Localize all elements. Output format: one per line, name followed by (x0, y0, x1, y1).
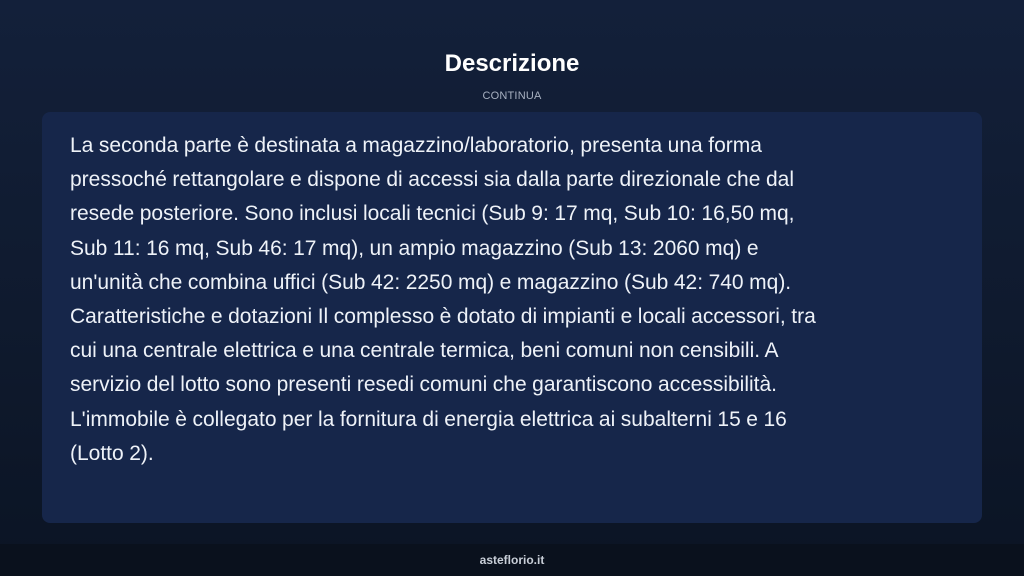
description-line: cui una centrale elettrica e una centrale termica, beni comuni non censibili. A (70, 339, 779, 363)
description-line: servizio del lotto sono presenti resedi comuni che garantiscono accessibilità. (70, 373, 778, 397)
description-line: Caratteristiche e dotazioni Il complesso è dotato di impianti e locali accessori, tra (70, 305, 816, 329)
description-text (70, 129, 954, 471)
page-title: Descrizione (444, 50, 580, 77)
description-line: (Lotto 2). (70, 441, 154, 465)
description-line: un'unità che combina uffici (Sub 42: 2250 mq) e magazzino (Sub 42: 740 mq). (70, 270, 792, 294)
description-line: L'immobile è collegato per la fornitura di energia elettrica ai subalterni 15 e 16 (70, 407, 787, 431)
description-line: pressoché rettangolare e dispone di accessi sia dalla parte direzionale che dal (70, 168, 794, 192)
description-line: resede posteriore. Sono inclusi locali tecnici (Sub 9: 17 mq, Sub 10: 16,50 mq, (70, 202, 795, 226)
description-line: Sub 11: 16 mq, Sub 46: 17 mq), un ampio magazzino (Sub 13: 2060 mq) e (70, 236, 759, 260)
footer-site-name: asteflorio.it (479, 553, 545, 567)
page-subtitle: CONTINUA (482, 90, 542, 102)
footer-bar (0, 544, 1024, 576)
description-line: La seconda parte è destinata a magazzino/laboratorio, presenta una forma (70, 134, 762, 157)
description-card (42, 112, 982, 523)
